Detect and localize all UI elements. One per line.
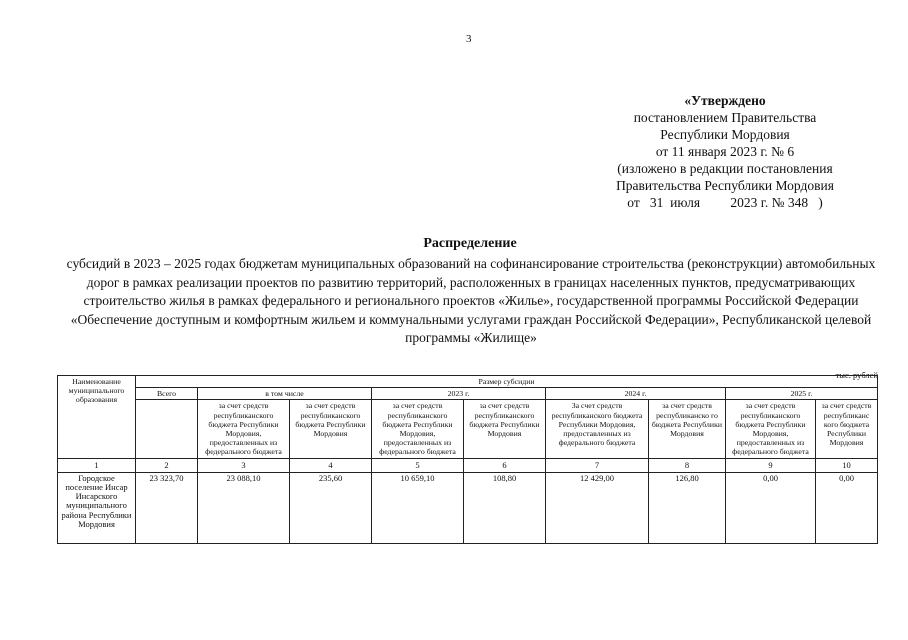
subheader-cell: за счет средств республиканского бюджета Республики Мордовия, предоставленных из федерального бюджета xyxy=(726,400,816,458)
approval-line: (изложено в редакции постановления xyxy=(617,161,833,176)
column-number: 5 xyxy=(372,458,464,472)
document-title: Распределение xyxy=(423,236,517,251)
value-cell: 12 429,00 xyxy=(546,472,649,543)
approval-line: постановлением Правительства xyxy=(633,110,817,125)
approval-line: от 11 января 2023 г. № 6 xyxy=(655,144,795,159)
header-year-2023: 2023 г. xyxy=(372,388,546,400)
value-cell: 0,00 xyxy=(726,472,816,543)
header-empty xyxy=(136,400,198,458)
column-number: 10 xyxy=(816,458,878,472)
subheader-cell: за счет средств республиканс кого бюджета Республики Мордовия xyxy=(816,400,878,458)
value-cell: 108,80 xyxy=(464,472,546,543)
header-including: в том числе xyxy=(198,388,372,400)
table-row xyxy=(58,472,878,543)
approval-stamp xyxy=(590,92,860,211)
value-cell: 23 323,70 xyxy=(136,472,198,543)
header-year-2024: 2024 г. xyxy=(546,388,726,400)
approval-title: «Утверждено xyxy=(684,93,766,108)
value-cell: 23 088,10 xyxy=(198,472,290,543)
document-subtitle: субсидий в 2023 – 2025 годах бюджетам муниципальных образований на софинансирование строительства (реконструкции) автомобильных дорог в рамках реализации проектов по развитию территорий, расположенных в границах населенных пунктов, предусматривающих строительство жилья в рамках федерального и регионального проектов «Жилье», государственной программы Российской Федерации «Обеспечение доступным и комфортным жильем и коммунальными услугами граждан Российской Федерации», Республиканской целевой программы «Жилище» xyxy=(66,256,876,345)
municipality-name: Городское поселение Инсар Инсарского муниципального района Республики Мордовия xyxy=(58,472,136,543)
approval-line: Республики Мордовия xyxy=(660,127,790,142)
value-cell: 126,80 xyxy=(649,472,726,543)
column-number: 2 xyxy=(136,458,198,472)
subheader-cell: за счет средств республиканско го бюджета Республики Мордовия xyxy=(649,400,726,458)
value-cell: 0,00 xyxy=(816,472,878,543)
column-number: 3 xyxy=(198,458,290,472)
subheader-cell: за счет средств республиканского бюджета Республики Мордовия, предоставленных из федерального бюджета xyxy=(198,400,290,458)
page-number: 3 xyxy=(466,33,472,45)
subheader-cell: за счет средств республиканского бюджета Республики Мордовия, предоставленных из федерального бюджета xyxy=(372,400,464,458)
header-total: Всего xyxy=(136,388,198,400)
column-number: 9 xyxy=(726,458,816,472)
units-label: тыс. рублей xyxy=(835,370,878,380)
approval-line: Правительства Республики Мордовия xyxy=(616,178,834,193)
value-cell: 10 659,10 xyxy=(372,472,464,543)
column-number-row xyxy=(58,458,878,472)
header-row xyxy=(58,400,878,458)
subheader-cell: За счет средств республиканского бюджета Республики Мордовия, предоставленных из федерального бюджета xyxy=(546,400,649,458)
column-number: 4 xyxy=(290,458,372,472)
value-cell: 235,60 xyxy=(290,472,372,543)
approval-date-line: от 31 июля 2023 г. № 348 ) xyxy=(627,195,823,210)
column-number: 8 xyxy=(649,458,726,472)
subheader-cell: за счет средств республиканского бюджета Республики Мордовия xyxy=(290,400,372,458)
header-row xyxy=(58,376,878,388)
column-number: 6 xyxy=(464,458,546,472)
subsidy-table xyxy=(57,375,878,544)
column-number: 1 xyxy=(58,458,136,472)
header-year-2025: 2025 г. xyxy=(726,388,878,400)
header-municipality: Наименование муниципального образования xyxy=(58,376,136,459)
header-row xyxy=(58,388,878,400)
header-subsidy-size: Размер субсидии xyxy=(136,376,878,388)
subheader-cell: за счет средств республиканского бюджета Республики Мордовия xyxy=(464,400,546,458)
column-number: 7 xyxy=(546,458,649,472)
